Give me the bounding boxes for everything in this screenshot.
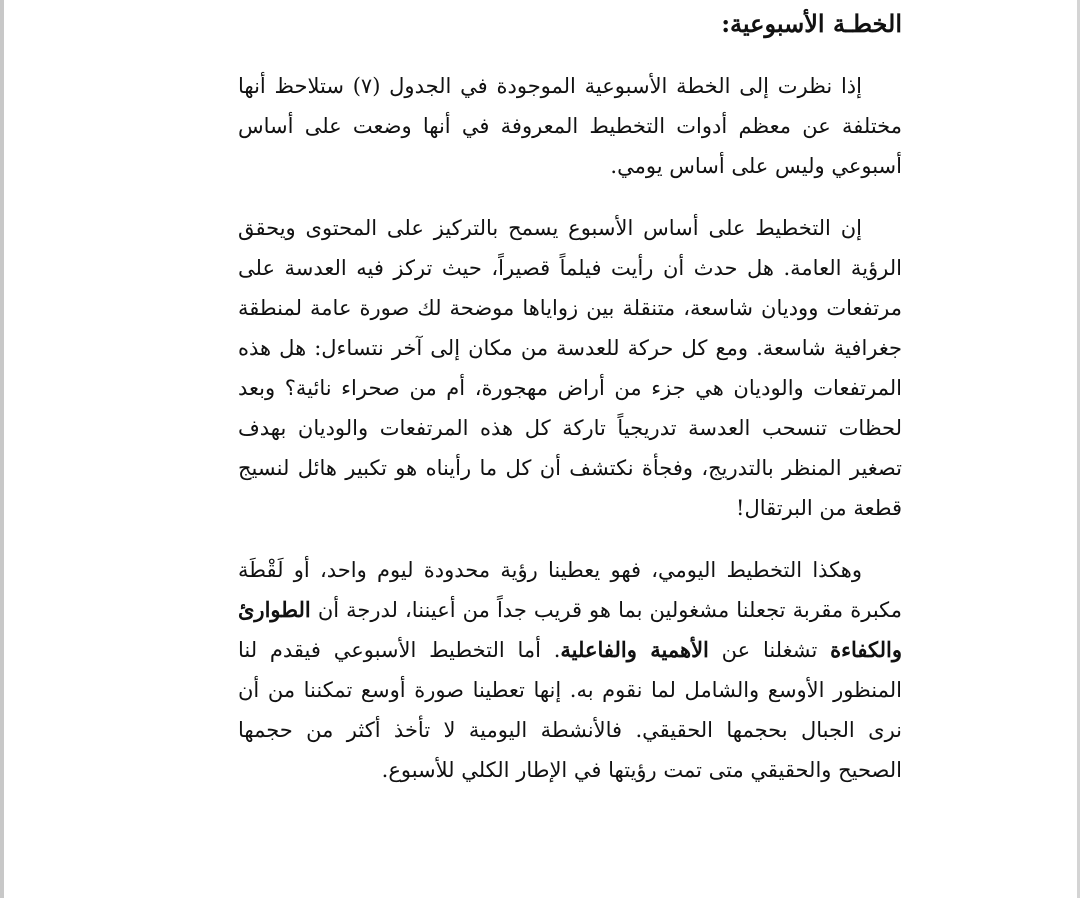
paragraph-2: إن التخطيط على أساس الأسبوع يسمح بالتركيز على المحتوى ويحقق الرؤية العامة. هل حدث أن رأيت فيلماً قصيراً، حيث تركز فيه العدسة على مرتفعات ووديان شاسعة، متنقلة بين زواياها موضحة لك صورة عامة لمنطقة جغرافية شاسعة. ومع كل حركة للعدسة من مكان إلى آخر نتساءل: هل هذه المرتفعات والوديان هي جزء من أراض مهجورة، أم من صحراء نائية؟ وبعد لحظات تنسحب العدسة تدريجياً تاركة كل هذه المرتفعات والوديان بهدف تصغير المنظر بالتدريج، وفجأة نكتشف أن كل ما رأيناه هو تكبير هائل لنسيج قطعة من البرتقال! [238, 216, 902, 520]
paragraph-3-part-3: . أما التخطيط الأسبوعي فيقدم لنا المنظور الأوسع والشامل لما نقوم به. إنها تعطينا صورة أوسع تمكننا من أن نرى الجبال بحجمها الحقيقي. فالأنشطة اليومية لا تأخذ أكثر من حجمها الصحيح والحقيقي متى تمت رؤيتها في الإطار الكلي للأسبوع. [238, 638, 902, 782]
paragraph-3-part-1: وهكذا التخطيط اليومي، فهو يعطينا رؤية محدودة ليوم واحد، أو لَقْطَة مكبرة مقربة تجعلنا مشغولين بما هو قريب جداً من أعيننا، لدرجة أن [238, 558, 902, 622]
page-left-border [0, 0, 4, 898]
paragraph-1: إذا نظرت إلى الخطة الأسبوعية الموجودة في الجدول (٧) ستلاحظ أنها مختلفة عن معظم أدوات التخطيط المعروفة في أنها وضعت على أساس أسبوعي وليس على أساس يومي. [238, 74, 902, 178]
article-body [238, 0, 902, 790]
section-heading: الخطـة الأسبوعية: [721, 9, 902, 38]
bold-phrase-emergencies-efficiency: الطوارئ والكفاءة [238, 597, 902, 662]
paragraph-3 [238, 550, 902, 790]
paragraph-3-part-2: تشغلنا عن [708, 638, 831, 662]
bold-phrase-importance-effectiveness: الأهمية والفاعلية [560, 637, 709, 662]
